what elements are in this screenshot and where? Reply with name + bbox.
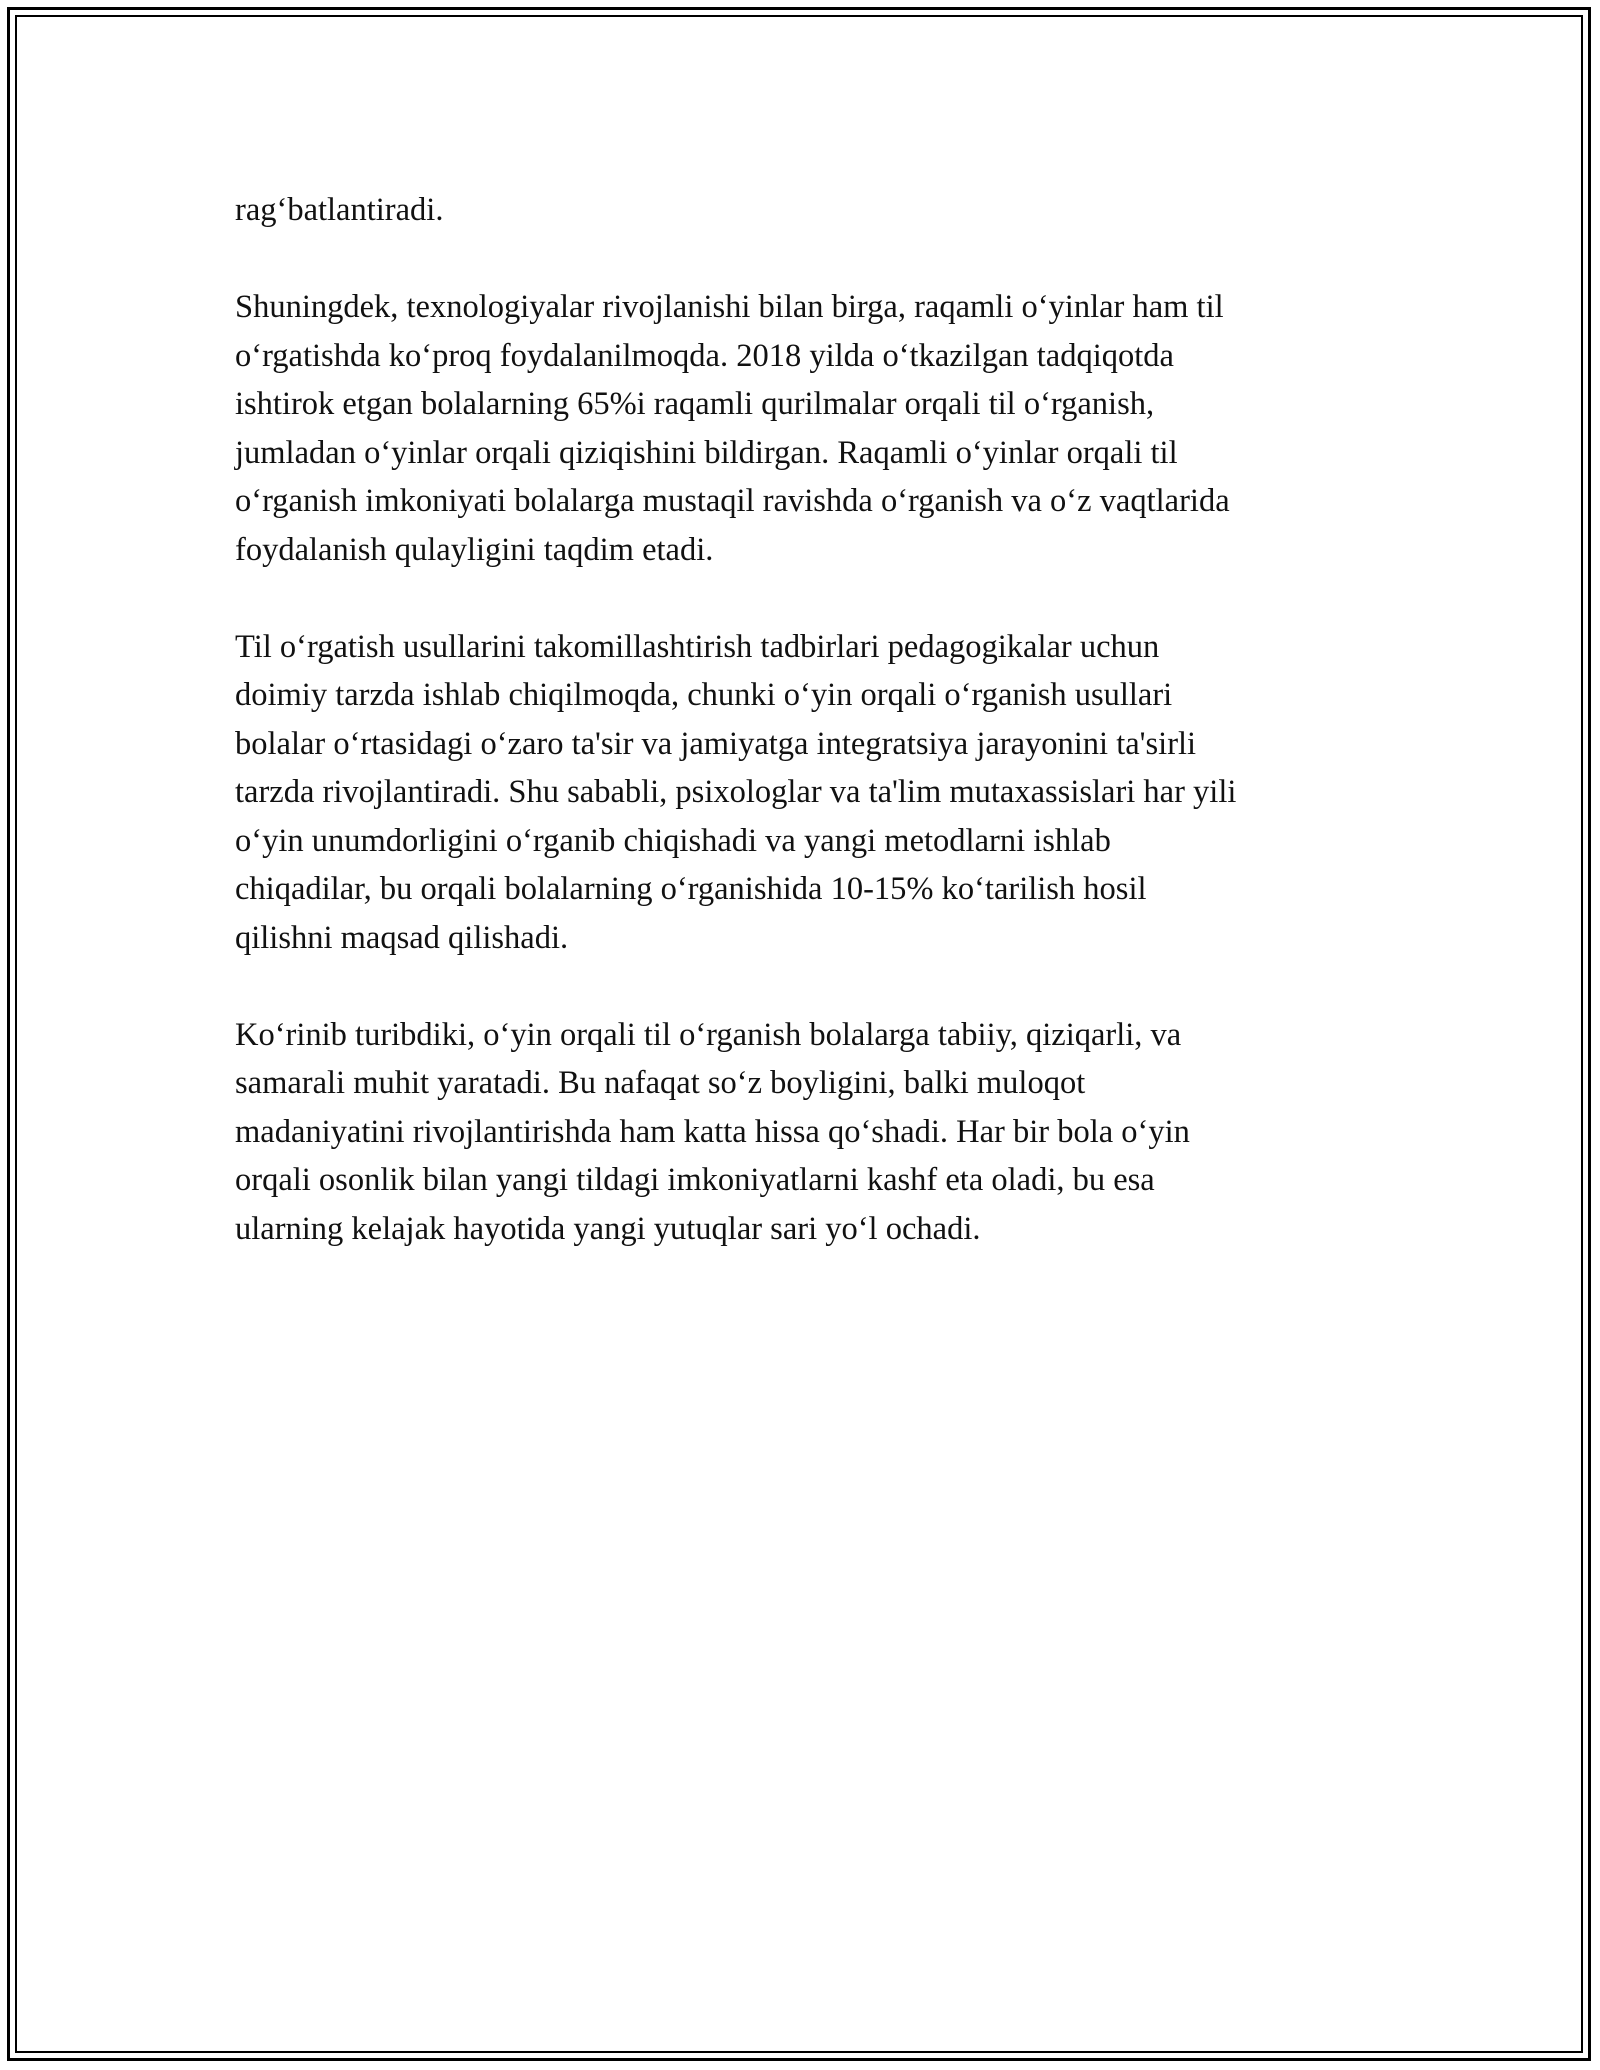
paragraph-3 <box>235 623 1375 963</box>
text-line: chiqadilar, bu orqali bolalarning o‘rganishida 10-15% ko‘tarilish hosil <box>235 871 1147 907</box>
paragraph-1 <box>235 186 1375 235</box>
text-line: madaniyatini rivojlantirishda ham katta hissa qo‘shadi. Har bir bola o‘yin <box>235 1113 1190 1150</box>
paragraph-2 <box>235 283 1375 574</box>
paragraph-4 <box>235 1011 1375 1254</box>
text-line: ularning kelajak hayotida yangi yutuqlar sari yo‘l ochadi. <box>235 1210 981 1247</box>
text-line: tarzda rivojlantiradi. Shu sababli, psixologlar va ta'lim mutaxassislari har yili <box>235 774 1237 810</box>
text-line: rag‘batlantiradi. <box>235 192 444 228</box>
text-line: Ko‘rinib turibdiki, o‘yin orqali til o‘rganish bolalarga tabiiy, qiziqarli, va <box>235 1016 1182 1053</box>
text-line: o‘rgatishda ko‘proq foydalanilmoqda. 2018 yilda o‘tkazilgan tadqiqotda <box>235 337 1174 374</box>
text-line: o‘yin unumdorligini o‘rganib chiqishadi va yangi metodlarni ishlab <box>235 822 1111 859</box>
document-body <box>235 186 1375 1302</box>
text-line: qilishni maqsad qilishadi. <box>235 919 569 956</box>
text-line: orqali osonlik bilan yangi tildagi imkoniyatlarni kashf eta oladi, bu esa <box>235 1162 1155 1198</box>
text-line: jumladan o‘yinlar orqali qiziqishini bildirgan. Raqamli o‘yinlar orqali til <box>235 434 1178 471</box>
text-line: Til o‘rgatish usullarini takomillashtirish tadbirlari pedagogikalar uchun <box>235 628 1160 665</box>
text-line: Shuningdek, texnologiyalar rivojlanishi bilan birga, raqamli o‘yinlar ham til <box>235 289 1224 325</box>
text-line: doimiy tarzda ishlab chiqilmoqda, chunki o‘yin orqali o‘rganish usullari <box>235 677 1173 713</box>
text-line: foydalanish qulayligini taqdim etadi. <box>235 531 714 568</box>
text-line: bolalar o‘rtasidagi o‘zaro ta'sir va jamiyatga integratsiya jarayonini ta'sirli <box>235 725 1197 762</box>
text-line: ishtirok etgan bolalarning 65%i raqamli qurilmalar orqali til o‘rganish, <box>235 386 1155 422</box>
text-line: o‘rganish imkoniyati bolalarga mustaqil ravishda o‘rganish va o‘z vaqtlarida <box>235 483 1230 519</box>
text-line: samarali muhit yaratadi. Bu nafaqat so‘z boyligini, balki muloqot <box>235 1065 1086 1101</box>
